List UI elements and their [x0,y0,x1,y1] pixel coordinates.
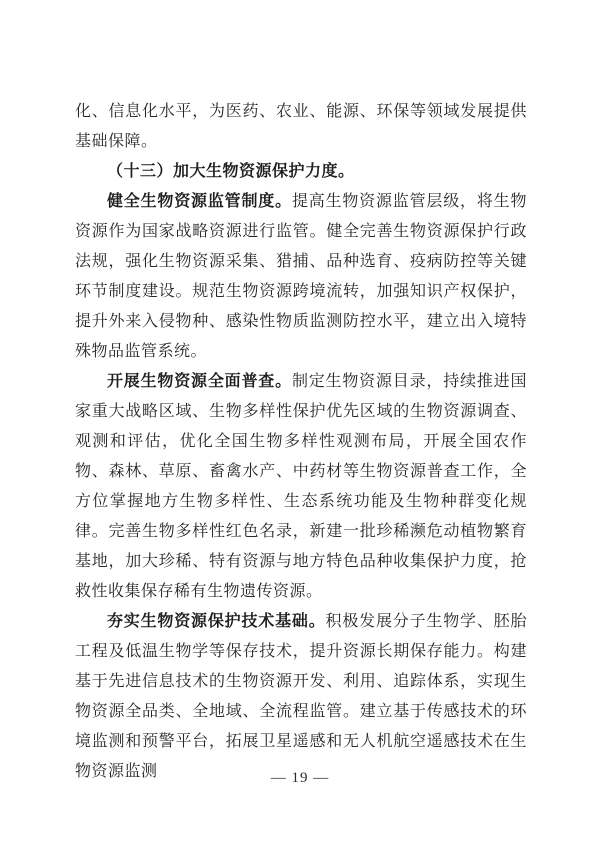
paragraph-continuation [75,97,527,157]
paragraph-technology-base [75,607,527,787]
document-body [75,97,527,787]
paragraph-lead: 夯实生物资源保护技术基础。 [107,613,326,630]
paragraph-supervision-system [75,187,527,367]
section-heading-text: （十三）加大生物资源保护力度。 [107,163,355,180]
paragraph-lead: 开展生物资源全面普查。 [107,373,292,390]
paragraph-text: 制定生物资源目录，持续推进国家重大战略区域、生物多样性保护优先区域的生物资源调查、观测和评估，优化全国生物多样性观测布局，开展全国农作物、森林、草原、畜禽水产、中药材等生物资源普查工作，全方位掌握地方生物多样性、生态系统功能及生物种群变化规律。完善生物多样性红色名录，新建一批珍稀濒危动植物繁育基地，加大珍稀、特有资源与地方特色品种收集保护力度，抢救性收集保存稀有生物遗传资源。 [75,373,527,600]
paragraph-text: 积极发展分子生物学、胚胎工程及低温生物学等保存技术，提升资源长期保存能力。构建基于先进信息技术的生物资源开发、利用、追踪体系，实现生物资源全品类、全地域、全流程监管。建立基于传感技术的环境监测和预警平台，拓展卫星遥感和无人机航空遥感技术在生物资源监测 [75,613,527,780]
paragraph-census [75,367,527,607]
page-number: — 19 — [270,770,330,786]
paragraph-lead: 健全生物资源监管制度。 [107,193,292,210]
paragraph-text: 化、信息化水平，为医药、农业、能源、环保等领域发展提供基础保障。 [75,103,527,150]
section-heading [75,157,527,187]
paragraph-text: 提高生物资源监管层级，将生物资源作为国家战略资源进行监管。健全完善生物资源保护行政法规，强化生物资源采集、猎捕、品种选育、疫病防控等关键环节制度建设。规范生物资源跨境流转，加强知识产权保护，提升外来入侵物种、感染性物质监测防控水平，建立出入境特殊物品监管系统。 [75,193,527,360]
